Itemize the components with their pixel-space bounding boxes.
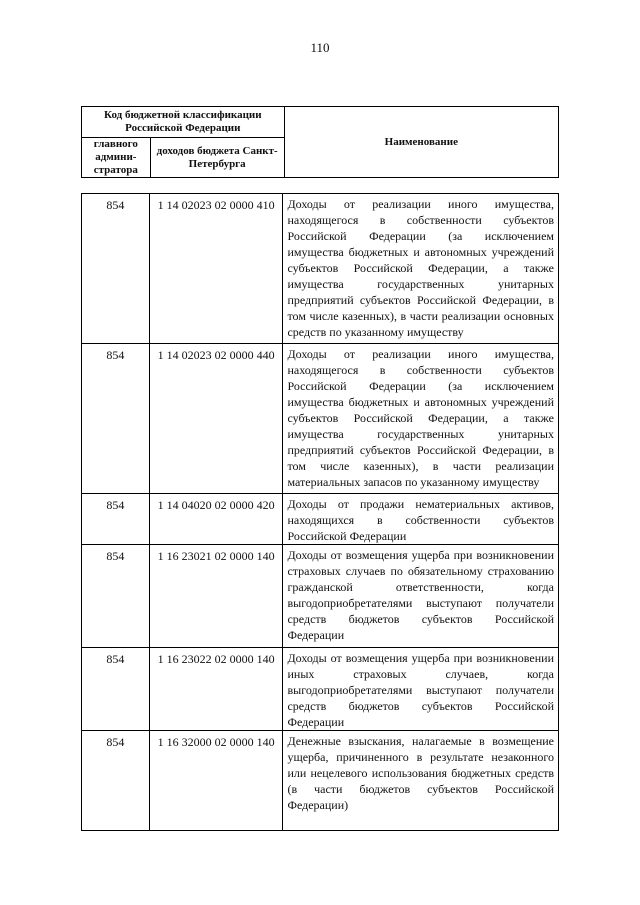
income-code-cell: 1 14 02023 02 0000 410 — [149, 194, 283, 344]
table-header — [81, 106, 559, 178]
income-name-cell: Доходы от реализации иного имущества, находящегося в собственности субъектов Российской Федерации (за исключением имущества бюджетных и автономных учреждений субъектов Российской Федерации, а также имущества государственных унитарных предприятий субъектов Российской Федерации, в том числе казенных), в части реализации основных средств по указанному имуществу — [283, 194, 559, 344]
income-code-cell: 1 16 32000 02 0000 140 — [149, 731, 283, 831]
table-row — [82, 545, 559, 648]
table-row — [82, 194, 559, 344]
admin-code-cell: 854 — [82, 194, 150, 344]
admin-code-cell: 854 — [82, 344, 150, 494]
table-row — [82, 494, 559, 545]
income-code-cell: 1 16 23022 02 0000 140 — [149, 648, 283, 731]
admin-header: главного админи-стратора — [82, 138, 151, 178]
income-name-cell: Доходы от возмещения ущерба при возникновении страховых случаев по обязательному страхованию гражданской ответственности, когда выгодоприобретателями выступают получатели средств бюджетов субъектов Российской Федерации — [283, 545, 559, 648]
income-name-cell: Доходы от продажи нематериальных активов, находящихся в собственности субъектов Российской Федерации — [283, 494, 559, 545]
page-number: 110 — [310, 40, 330, 55]
table-row — [82, 731, 559, 831]
table-row — [82, 344, 559, 494]
income-name-cell: Доходы от возмещения ущерба при возникновении иных страховых случаев, когда выгодоприобретателями выступают получатели средств бюджетов субъектов Российской Федерации — [283, 648, 559, 731]
income-code-cell: 1 14 02023 02 0000 440 — [149, 344, 283, 494]
income-code-cell: 1 16 23021 02 0000 140 — [149, 545, 283, 648]
name-header: Наименование — [284, 107, 558, 178]
income-code-cell: 1 14 04020 02 0000 420 — [149, 494, 283, 545]
table-row — [82, 648, 559, 731]
admin-code-cell: 854 — [82, 648, 150, 731]
budget-classification-header: Код бюджетной классификации Российской Федерации — [82, 107, 285, 138]
admin-code-cell: 854 — [82, 731, 150, 831]
income-name-cell: Доходы от реализации иного имущества, находящегося в собственности субъектов Российской Федерации (за исключением имущества бюджетных и автономных учреждений субъектов Российской Федерации, а также имущества государственных унитарных предприятий субъектов Российской Федерации, в том числе казенных), в части реализации материальных запасов по указанному имуществу — [283, 344, 559, 494]
admin-code-cell: 854 — [82, 545, 150, 648]
admin-code-cell: 854 — [82, 494, 150, 545]
classification-table — [81, 193, 559, 831]
income-header: доходов бюджета Санкт-Петербурга — [150, 138, 284, 178]
income-name-cell: Денежные взыскания, налагаемые в возмещение ущерба, причиненного в результате незаконного или нецелевого использования бюджетных средств (в части бюджетов субъектов Российской Федерации) — [283, 731, 559, 831]
